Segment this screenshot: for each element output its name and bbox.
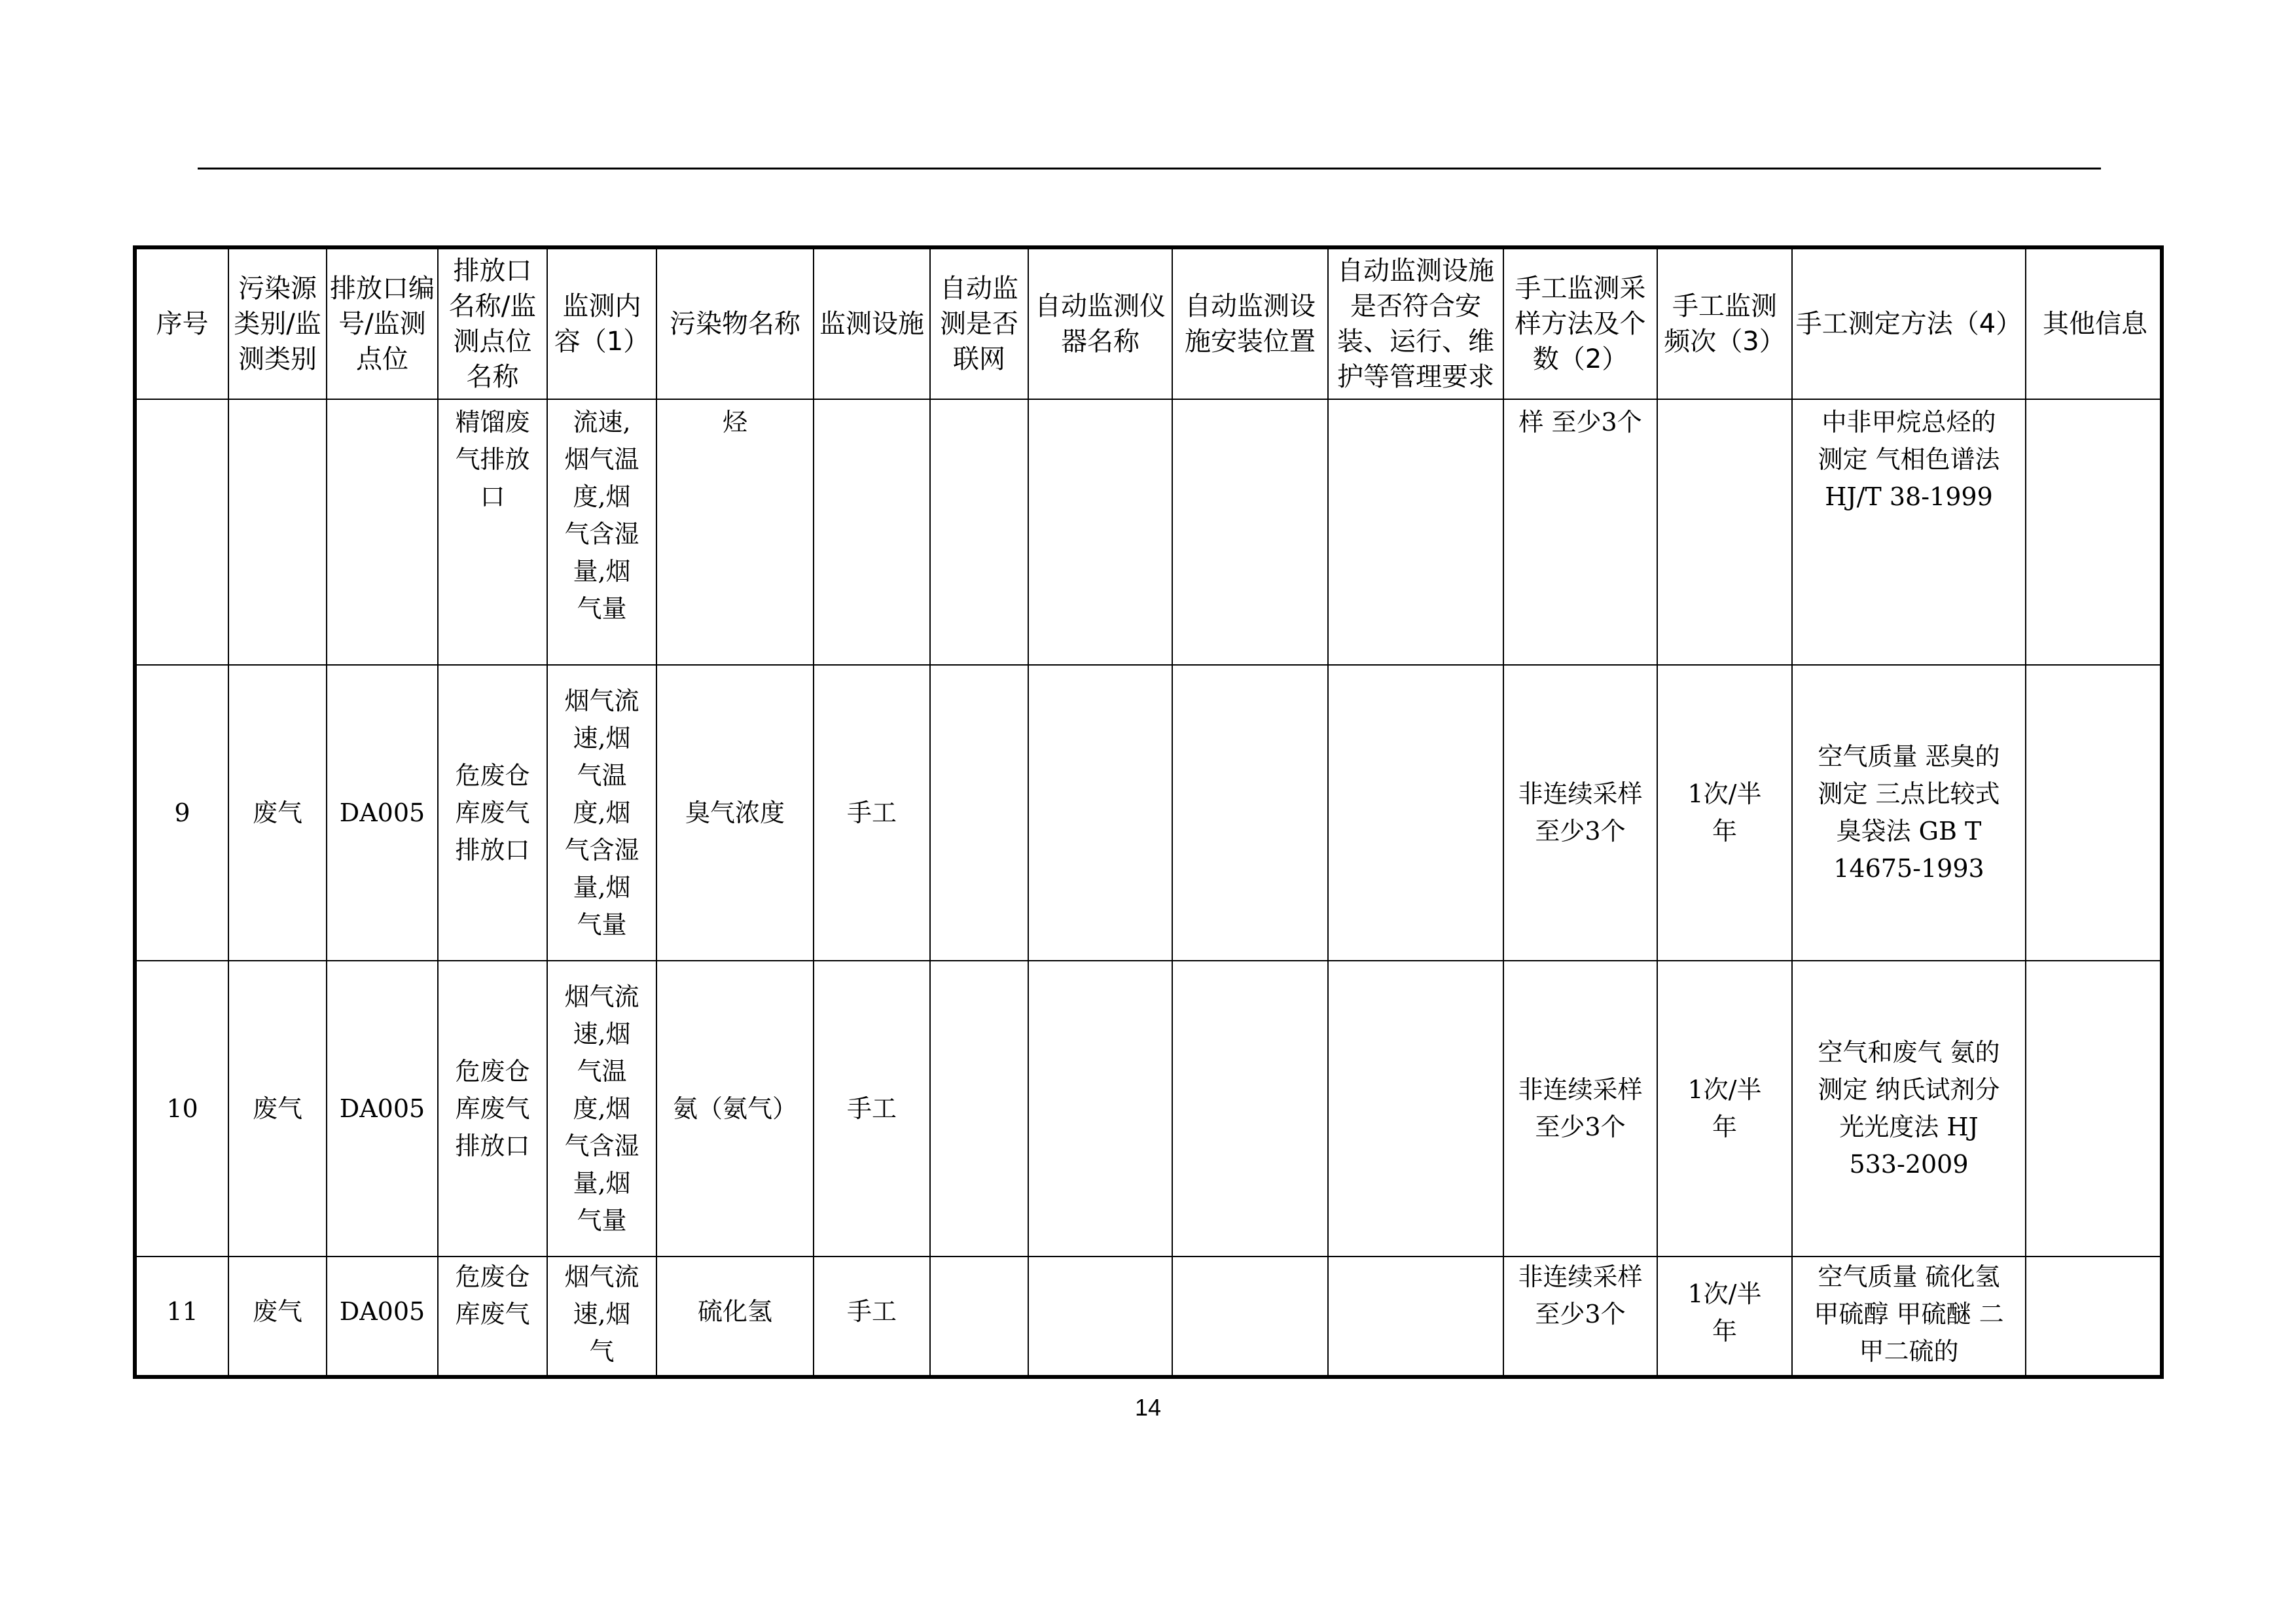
- sampling-text: 非连续采样 至少3个: [1518, 1262, 1643, 1329]
- col-header-auto-location: 自动监测设施安装位置: [1172, 249, 1328, 399]
- cell-frequency: [1657, 399, 1792, 665]
- sampling-text: 非连续采样 至少3个: [1518, 779, 1643, 846]
- cell-content: [547, 399, 656, 665]
- page-number: 14: [1134, 1394, 1162, 1421]
- col-header-content: 监测内容（1）: [547, 249, 656, 399]
- outlet-name-text: 危废仓库废气: [455, 1262, 530, 1329]
- cell-auto-location: [1172, 1257, 1328, 1379]
- cell-method: [1792, 665, 2026, 961]
- frequency-text: 1次/半年: [1687, 1075, 1762, 1141]
- header-rule: [198, 168, 2101, 169]
- cell-frequency: [1657, 961, 1792, 1257]
- cell-auto-network: [930, 665, 1028, 961]
- cell-category: [228, 399, 327, 665]
- col-header-frequency: 手工监测频次（3）: [1657, 249, 1792, 399]
- cell-frequency: [1657, 1257, 1792, 1379]
- cell-seq: 11: [137, 1257, 228, 1379]
- col-header-auto-instrument: 自动监测仪器名称: [1028, 249, 1172, 399]
- cell-seq: 9: [137, 665, 228, 961]
- cell-auto-compliance: [1328, 961, 1503, 1257]
- col-header-facility: 监测设施: [814, 249, 930, 399]
- method-text: 空气和废气 氨的测定 纳氏试剂分光光度法 HJ 533-2009: [1818, 1038, 2000, 1179]
- cell-outlet-id: DA005: [327, 665, 438, 961]
- content-text: 烟气流速,烟气温度,烟气含湿量,烟气量: [564, 982, 639, 1235]
- cell-auto-instrument: [1028, 665, 1172, 961]
- cell-outlet-id: DA005: [327, 961, 438, 1257]
- method-text: 空气质量 硫化氢 甲硫醇 甲硫醚 二甲二硫的: [1814, 1262, 2004, 1366]
- cell-content: [547, 961, 656, 1257]
- cell-content: [547, 665, 656, 961]
- sampling-text: 非连续采样 至少3个: [1518, 1075, 1643, 1141]
- outlet-name-text: 危废仓库废气排放口: [455, 1056, 530, 1160]
- cell-auto-network: [930, 961, 1028, 1257]
- cell-auto-network: [930, 399, 1028, 665]
- frequency-text: 1次/半年: [1687, 1279, 1762, 1346]
- outlet-name-text: 精馏废气排放口: [455, 408, 530, 511]
- monitoring-table: [137, 249, 2164, 1379]
- col-header-auto-compliance: 自动监测设施是否符合安装、运行、维护等管理要求: [1328, 249, 1503, 399]
- cell-other: [2026, 399, 2164, 665]
- col-header-pollutant: 污染物名称: [656, 249, 814, 399]
- col-header-method: 手工测定方法（4）: [1792, 249, 2026, 399]
- cell-seq: 10: [137, 961, 228, 1257]
- cell-auto-compliance: [1328, 1257, 1503, 1379]
- cell-category: 废气: [228, 665, 327, 961]
- table-row: [137, 961, 2164, 1257]
- cell-outlet-name: [438, 1257, 547, 1379]
- content-text: 烟气流速,烟气温度,烟气含湿量,烟气量: [564, 686, 639, 939]
- cell-outlet-id: DA005: [327, 1257, 438, 1379]
- cell-facility: 手工: [814, 961, 930, 1257]
- cell-outlet-name: [438, 665, 547, 961]
- cell-auto-compliance: [1328, 665, 1503, 961]
- method-text: 中非甲烷总烃的测定 气相色谱法HJ/T 38-1999: [1818, 408, 2000, 511]
- col-header-sampling: 手工监测采样方法及个数（2）: [1503, 249, 1657, 399]
- cell-sampling: [1503, 665, 1657, 961]
- col-header-seq: 序号: [137, 249, 228, 399]
- cell-sampling: [1503, 399, 1657, 665]
- col-header-outlet-name: 排放口名称/监测点位名称: [438, 249, 547, 399]
- table-row: [137, 665, 2164, 961]
- content-text: 流速,烟气温度,烟气含湿量,烟气量: [564, 408, 639, 623]
- cell-auto-instrument: [1028, 399, 1172, 665]
- cell-auto-instrument: [1028, 1257, 1172, 1379]
- cell-outlet-name: [438, 961, 547, 1257]
- cell-method: [1792, 399, 2026, 665]
- cell-method: [1792, 961, 2026, 1257]
- col-header-auto-network: 自动监测是否联网: [930, 249, 1028, 399]
- cell-sampling: [1503, 1257, 1657, 1379]
- frequency-text: 1次/半年: [1687, 779, 1762, 846]
- outlet-name-text: 危废仓库废气排放口: [455, 760, 530, 865]
- cell-content: [547, 1257, 656, 1379]
- col-header-category: 污染源类别/监测类别: [228, 249, 327, 399]
- cell-outlet-id: [327, 399, 438, 665]
- table-row: [137, 1257, 2164, 1379]
- cell-facility: [814, 399, 930, 665]
- cell-auto-instrument: [1028, 961, 1172, 1257]
- cell-pollutant: 硫化氢: [656, 1257, 814, 1379]
- cell-pollutant: 氨（氨气）: [656, 961, 814, 1257]
- table-row: [137, 399, 2164, 665]
- method-text: 空气质量 恶臭的测定 三点比较式臭袋法 GB T 14675-1993: [1818, 742, 2000, 883]
- cell-auto-network: [930, 1257, 1028, 1379]
- table-header-row: [137, 249, 2164, 399]
- cell-pollutant: 臭气浓度: [656, 665, 814, 961]
- cell-auto-location: [1172, 665, 1328, 961]
- sampling-text: 样 至少3个: [1518, 408, 1642, 437]
- cell-sampling: [1503, 961, 1657, 1257]
- cell-category: 废气: [228, 961, 327, 1257]
- cell-auto-location: [1172, 399, 1328, 665]
- content-text: 烟气流速,烟气: [564, 1262, 639, 1366]
- col-header-outlet-id: 排放口编号/监测点位: [327, 249, 438, 399]
- col-header-other: 其他信息: [2026, 249, 2164, 399]
- cell-seq: [137, 399, 228, 665]
- cell-facility: 手工: [814, 1257, 930, 1379]
- cell-other: [2026, 961, 2164, 1257]
- cell-auto-location: [1172, 961, 1328, 1257]
- cell-method: [1792, 1257, 2026, 1379]
- cell-auto-compliance: [1328, 399, 1503, 665]
- cell-pollutant: 烃: [656, 399, 814, 665]
- cell-frequency: [1657, 665, 1792, 961]
- cell-category: 废气: [228, 1257, 327, 1379]
- cell-other: [2026, 665, 2164, 961]
- cell-outlet-name: [438, 399, 547, 665]
- cell-facility: 手工: [814, 665, 930, 961]
- cell-other: [2026, 1257, 2164, 1379]
- monitoring-table-frame: [133, 245, 2164, 1379]
